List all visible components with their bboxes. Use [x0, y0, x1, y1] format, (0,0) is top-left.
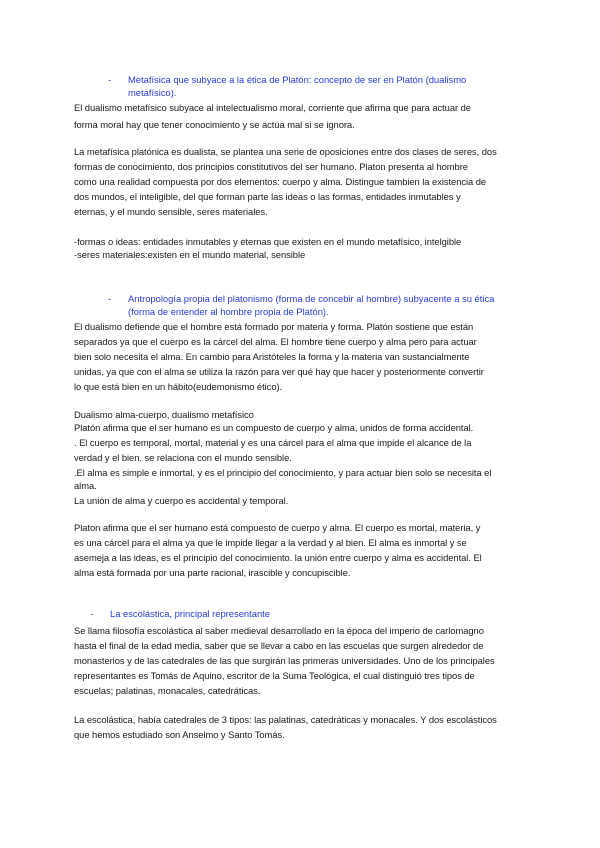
s3-p1-line-2: hasta el final de la edad media, saber que se llevar a cabo en las escuelas que surgen alrededor de — [74, 640, 484, 651]
s1-p2-line-1: La metafísica platónica es dualista, se plantea una serie de oposiciones entre dos clases de seres, dos — [74, 146, 497, 157]
section2-bullet: - — [108, 293, 112, 304]
section2-heading-line-2: (forma de entender al hombre propia de Platón). — [128, 306, 329, 317]
s1-p2-line-5: eternas, y el mundo sensible, seres materiales. — [74, 206, 268, 217]
section2-heading-line-1: Antropología propia del platonismo (forma de concebir al hombre) subyacente a su ética — [128, 293, 495, 304]
s2-p2-line-5: .El alma es simple e inmortal, y es el principio del conocimiento, y para actuar bien solo se necesita el — [74, 467, 492, 478]
s3-p1-line-3: monasterios y de las catedrales de las que surgirán las primeras universidades. Uno de los principales — [74, 655, 495, 666]
section1-heading-line-1: Metafísica que subyace a la ética de Platón: concepto de ser en Platón (dualismo — [128, 74, 467, 85]
s2-p1-line-3: bien solo necesita el alma. En cambio para Aristóteles la forma y la materia van sustancialmente — [74, 351, 470, 362]
s1-p1-line-1: El dualismo metafísico subyace al intelectualismo moral, corriente que afirma que para actuar de — [74, 102, 471, 113]
s2-p1-line-2: separados ya que el cuerpo es la cárcel del alma. El hombre tiene cuerpo y alma pero para actuar — [74, 336, 477, 347]
s2-p2-line-3: . El cuerpo es temporal, mortal, material y es una cárcel para el alma que impide el alcance de la — [74, 437, 472, 448]
s2-p1-line-1: El dualismo defiende que el hombre está formado por materia y forma. Platón sostiene que están — [74, 321, 474, 332]
s1-p1-line-2: forma moral hay que tener conocimiento y se actúa mal si se ignora. — [74, 119, 355, 130]
s1-p3-line-2: -seres materiales:existen en el mundo material, sensible — [74, 249, 306, 260]
s2-p3-line-3: asemeja a las ideas, es el principio del conocimiento. la unión entre cuerpo y alma es accidental. El — [74, 552, 482, 563]
s2-p2-line-2: Platón afirma que el ser humano es un compuesto de cuerpo y alma, unidos de forma accidental. — [74, 422, 474, 433]
s1-p3-line-1: -formas o ideas: entidades inmutables y eternas que existen en el mundo metafísico, intelgible — [74, 236, 462, 247]
section3-bullet: - — [90, 608, 94, 619]
s3-p1-line-1: Se llama filosofía escolástica al saber medieval desarrollado en la época del imperio de carlomagno — [74, 625, 484, 636]
section3-heading-line-1: La escolástica, principal representante — [110, 608, 270, 619]
s1-p2-line-2: formas de conocimiento, dos principios constitutivos del ser humano. Platon presenta al hombre — [74, 161, 468, 172]
section1-bullet: - — [108, 74, 112, 85]
s3-p2-line-1: La escolástica, había catedrales de 3 tipos: las palatinas, catedráticas y monacales. Y dos escolásticos — [74, 714, 497, 725]
s3-p1-line-4: representantes es Tomás de Aquino, escritor de la Suma Teológica, el cual distinguió tres tipos de — [74, 670, 475, 681]
s3-p2-line-2: que hemos estudiado son Anselmo y Santo Tomás. — [74, 729, 285, 740]
s2-p3-line-1: Platon afirma que el ser humano está compuesto de cuerpo y alma. El cuerpo es mortal, materia, y — [74, 522, 481, 533]
s2-p2-line-7: La unión de alma y cuerpo es accidental y temporal. — [74, 495, 289, 506]
s2-p3-line-4: alma está formada por una parte racional, irascible y concupiscible. — [74, 567, 351, 578]
s1-p2-line-3: como una realidad compuesta por dos elementos: cuerpo y alma. Distingue tambien la existencia de — [74, 176, 487, 187]
s2-p1-line-4: unidas, ya que con el alma se utiliza la razón para ver qué hay que hacer y posteriormente convertir — [74, 366, 484, 377]
s2-p1-line-5: lo que está bien en un hábito(eudemonismo ético). — [74, 381, 283, 392]
s3-p1-line-5: escuelas; palatinas, monacales, catedráticas. — [74, 685, 261, 696]
s2-p2-line-4: verdad y el bien. se relaciona con el mundo sensible. — [74, 452, 292, 463]
section1-heading-line-2: metafísico). — [128, 87, 177, 98]
s2-p2-line-1: Dualismo alma-cuerpo, dualismo metafísico — [74, 409, 254, 420]
s1-p2-line-4: dos mundos, el inteligible, del que forman parte las ideas o las formas, entidades inmutables y — [74, 191, 461, 202]
s2-p3-line-2: es una cárcel para el alma ya que le impide llegar a la verdad y al bien. El alma es inmortal y se — [74, 537, 467, 548]
s2-p2-line-6: alma. — [74, 480, 97, 491]
